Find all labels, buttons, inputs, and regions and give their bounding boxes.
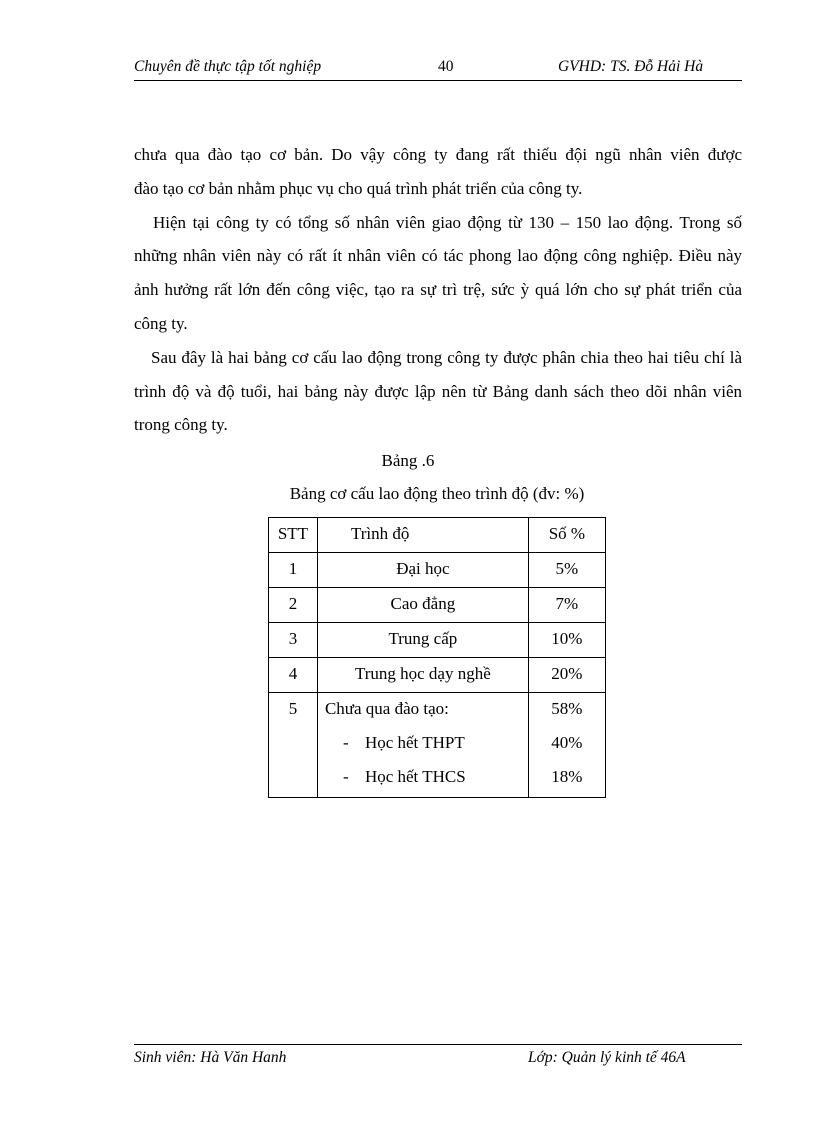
row-percent-main: 58% <box>551 699 583 718</box>
body-text <box>134 138 742 442</box>
sub-item-label: Học hết THCS <box>364 767 466 786</box>
row-level <box>317 693 528 798</box>
table-row <box>269 553 606 588</box>
page-header <box>134 58 742 81</box>
row-percent: 5% <box>528 553 605 588</box>
row-percent: 10% <box>528 623 605 658</box>
table-row <box>269 693 606 798</box>
header-level: Trình độ <box>317 518 528 553</box>
row-percent: 7% <box>528 588 605 623</box>
sub-item <box>325 761 528 795</box>
header-course-title: Chuyên đề thực tập tốt nghiệp <box>134 58 322 75</box>
paragraph-3: Sau đây là hai bảng cơ cấu lao động trong công ty được phân chia theo hai tiêu chí là trình độ và độ tuổi, hai bảng này được lập nên từ Bảng danh sách theo dõi nhân viên trong công ty. <box>134 347 742 435</box>
sub-item-percent: 18% <box>551 767 583 786</box>
header-percent: Số % <box>528 518 605 553</box>
education-structure-table <box>268 517 606 798</box>
row-level: Cao đẳng <box>317 588 528 623</box>
row-stt: 3 <box>269 623 318 658</box>
paragraph-2: Hiện tại công ty có tổng số nhân viên giao động từ 130 – 150 lao động. Trong số những nhân viên này có rất ít nhân viên có tác phong lao động công nghiệp. Điều này ảnh hưởng rất lớn đến công việc, tạo ra sự trì trệ, sức ỳ quá lớn cho sự phát triển của công ty. <box>134 212 742 333</box>
table-title: Bảng cơ cấu lao động theo trình độ (đv: %) <box>289 484 585 503</box>
header-supervisor: GVHD: TS. Đỗ Hải Hà <box>558 58 704 75</box>
header-stt: STT <box>269 518 318 553</box>
table-header-row <box>269 518 606 553</box>
page-footer <box>134 1044 742 1069</box>
paragraph-1-line-2: đào tạo cơ bản nhằm phục vụ cho quá trình phát triển của công ty. <box>134 178 583 198</box>
page-number: 40 <box>438 58 454 75</box>
footer-student: Sinh viên: Hà Văn Hanh <box>134 1049 287 1066</box>
table-label: Bảng .6 <box>381 451 435 470</box>
footer-class: Lớp: Quản lý kinh tế 46A <box>528 1049 686 1066</box>
sub-item <box>325 727 528 761</box>
table-row <box>269 588 606 623</box>
row-stt: 5 <box>269 693 318 798</box>
table-row <box>269 658 606 693</box>
sub-item-percent: 40% <box>551 733 583 752</box>
row-level: Trung học dạy nghề <box>317 658 528 693</box>
paragraph-1 <box>134 138 742 172</box>
row-stt: 2 <box>269 588 318 623</box>
paragraph-1-line-1: chưa qua đào tạo cơ bản. Do vậy công ty đang rất thiếu đội ngũ nhân viên được <box>134 145 742 164</box>
sub-item-dash: - <box>342 767 349 786</box>
row-stt: 4 <box>269 658 318 693</box>
row-level: Đại học <box>317 553 528 588</box>
row-percent: 20% <box>528 658 605 693</box>
sub-item-label: Học hết THPT <box>364 733 465 752</box>
row-level: Trung cấp <box>317 623 528 658</box>
table-row <box>269 623 606 658</box>
sub-item-dash: - <box>342 733 349 752</box>
paragraph-1-end <box>134 172 742 206</box>
row-percent <box>528 693 605 798</box>
row-level-main: Chưa qua đào tạo: <box>324 699 449 718</box>
row-stt: 1 <box>269 553 318 588</box>
